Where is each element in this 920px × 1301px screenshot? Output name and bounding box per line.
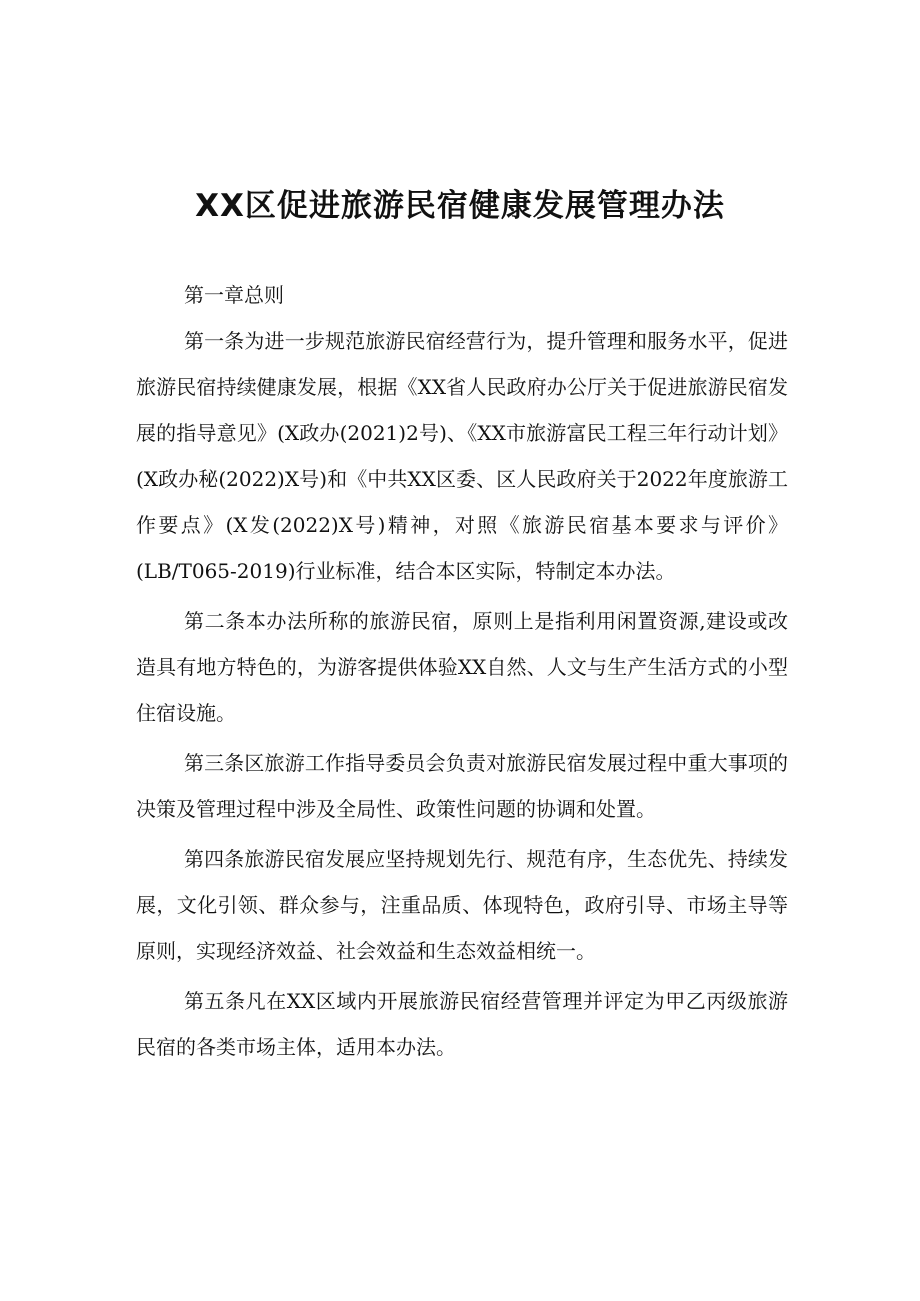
chapter-heading: 第一章总则 — [184, 283, 284, 307]
document-body — [136, 272, 788, 1074]
article-5: 第五条凡在XX区域内开展旅游民宿经营管理并评定为甲乙丙级旅游民宿的各类市场主体，适用本办法。 — [136, 989, 788, 1059]
article-2: 第二条本办法所称的旅游民宿，原则上是指利用闲置资源,建设或改造具有地方特色的，为游客提供体验XX自然、人文与生产生活方式的小型住宿设施。 — [136, 609, 788, 725]
article-1: 第一条为进一步规范旅游民宿经营行为，提升管理和服务水平，促进旅游民宿持续健康发展，根据《XX省人民政府办公厅关于促进旅游民宿发展的指导意见》(X政办(2021)2号)、《XX市旅游富民工程三年行动计划》(X政办秘(2022)X号)和《中共XX区委、区人民政府关于2022年度旅游工作要点》(X发(2022)X号)精神，对照《旅游民宿基本要求与评价》(LB/T065-2019)行业标准，结合本区实际，特制定本办法。 — [136, 329, 788, 583]
article-4: 第四条旅游民宿发展应坚持规划先行、规范有序，生态优先、持续发展，文化引领、群众参与，注重品质、体现特色，政府引导、市场主导等原则，实现经济效益、社会效益和生态效益相统一。 — [136, 847, 788, 963]
document-title: XX区促进旅游民宿健康发展管理办法 — [195, 188, 725, 224]
article-3: 第三条区旅游工作指导委员会负责对旅游民宿发展过程中重大事项的决策及管理过程中涉及全局性、政策性问题的协调和处置。 — [136, 751, 788, 821]
